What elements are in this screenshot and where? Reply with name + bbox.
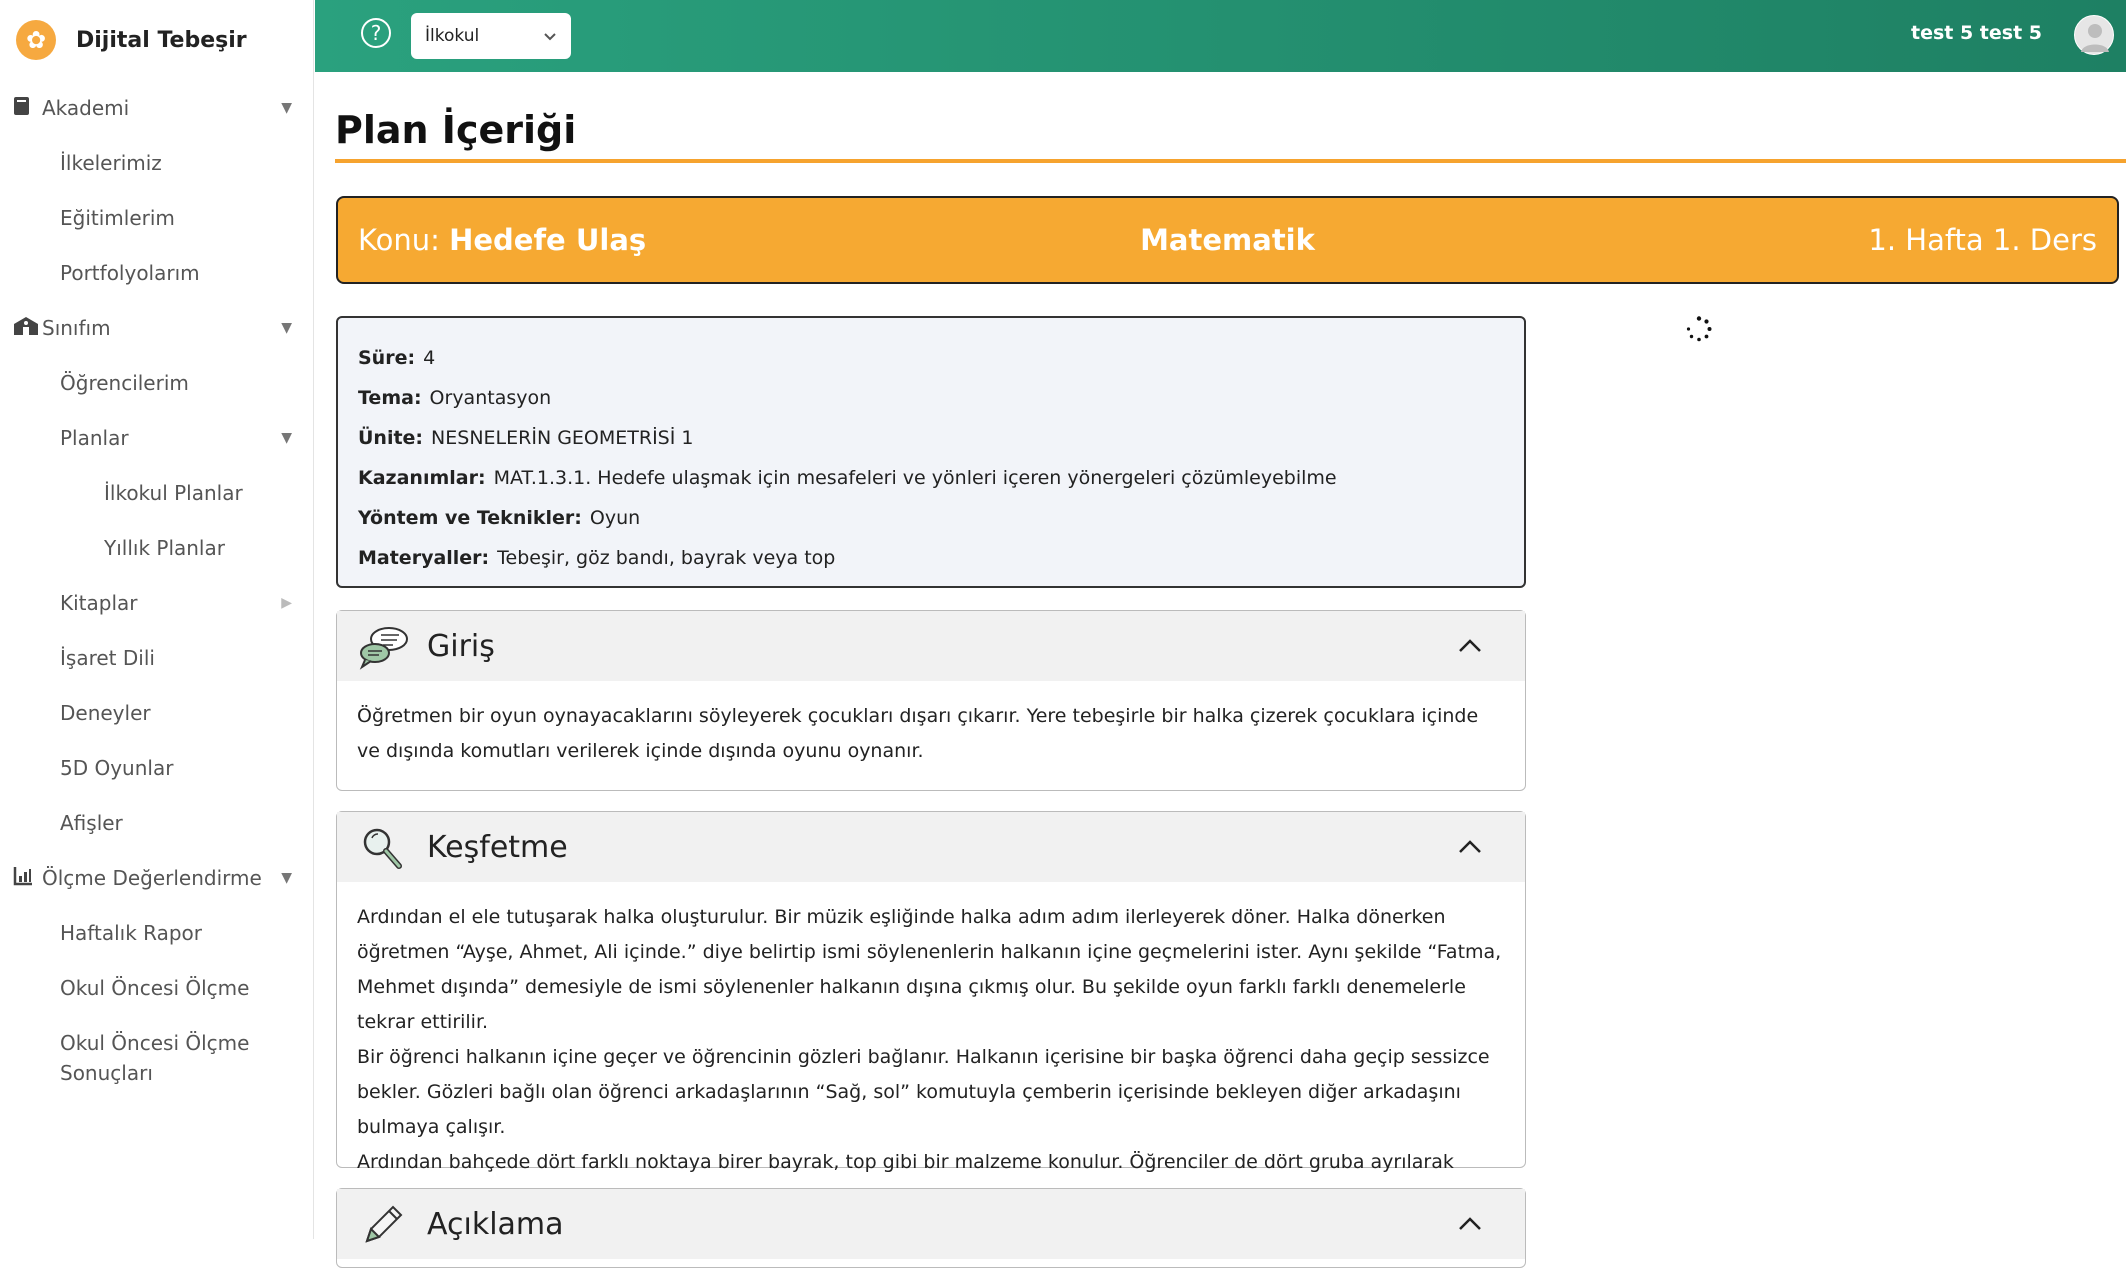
section-text: Ardından bahçede dört farklı noktaya birer bayrak, top gibi bir malzeme konulur. Öğrenciler de dört gruba ayrılarak xyxy=(357,1151,1454,1173)
top-header xyxy=(315,0,2126,72)
chevron-down-icon: ▼ xyxy=(281,870,292,886)
sidebar-item-olcme-degerlendirme[interactable] xyxy=(0,858,314,898)
info-tema xyxy=(358,378,1504,418)
subject: Matematik xyxy=(1140,223,1315,257)
info-label: Kazanımlar: xyxy=(358,467,486,489)
chevron-down-icon: ▼ xyxy=(281,430,292,446)
week-lesson: 1. Hafta 1. Ders xyxy=(1868,223,2097,257)
sidebar-item-afisler[interactable] xyxy=(0,803,314,843)
sidebar-item-label: Akademi xyxy=(42,96,130,120)
section-giris xyxy=(336,610,1526,791)
plan-banner xyxy=(336,196,2119,284)
info-kazanimlar xyxy=(358,458,1504,498)
sidebar-item-label: Sınıfım xyxy=(42,316,111,340)
sidebar-item-label: Okul Öncesi Ölçme Sonuçları xyxy=(60,1031,250,1085)
avatar[interactable] xyxy=(2074,15,2114,55)
book-icon xyxy=(13,96,35,121)
section-title: Giriş xyxy=(427,628,495,664)
brand-name: Dijital Tebeşir xyxy=(76,27,247,53)
sidebar-item-ilkelerimiz[interactable] xyxy=(0,143,314,183)
sidebar-item-label: Haftalık Rapor xyxy=(60,921,203,945)
sidebar xyxy=(0,0,314,1239)
sidebar-item-sinifim[interactable] xyxy=(0,308,314,348)
section-header[interactable] xyxy=(337,611,1525,681)
user-avatar-icon xyxy=(2075,16,2115,56)
pencil-icon xyxy=(359,1203,409,1247)
info-label: Yöntem ve Teknikler: xyxy=(358,507,582,529)
sidebar-item-planlar[interactable] xyxy=(0,418,314,458)
info-label: Süre: xyxy=(358,347,416,369)
sidebar-item-label: 5D Oyunlar xyxy=(60,756,174,780)
info-unite xyxy=(358,418,1504,458)
info-sure xyxy=(358,338,1504,378)
school-level-value: İlkokul xyxy=(425,26,480,46)
sidebar-item-isaret-dili[interactable] xyxy=(0,638,314,678)
info-value: Tebeşir, göz bandı, bayrak veya top xyxy=(497,547,836,569)
sidebar-item-label: Yıllık Planlar xyxy=(104,536,225,560)
sidebar-item-ilkokul-planlar[interactable] xyxy=(0,473,314,513)
section-text: Öğretmen bir oyun oynayacaklarını söyleyerek çocukları dışarı çıkarır. Yere tebeşirle bir halka çizerek çocuklara içinde ve dışında komutları verilerek içinde dışında oyunu oynanır. xyxy=(357,705,1479,762)
chevron-down-icon: ▼ xyxy=(281,320,292,336)
plan-info-card xyxy=(336,316,1526,588)
section-title: Keşfetme xyxy=(427,829,568,865)
info-value: NESNELERİN GEOMETRİSİ 1 xyxy=(431,427,694,449)
sidebar-item-egitimlerim[interactable] xyxy=(0,198,314,238)
section-kesfetme xyxy=(336,811,1526,1173)
topic-value: Hedefe Ulaş xyxy=(449,223,647,257)
sidebar-item-kitaplar[interactable] xyxy=(0,583,314,623)
chevron-up-icon[interactable] xyxy=(1457,633,1483,659)
chevron-down-icon xyxy=(543,27,557,46)
school-level-select[interactable] xyxy=(411,13,571,59)
info-label: Ünite: xyxy=(358,427,424,449)
sidebar-item-label: Afişler xyxy=(60,811,123,835)
sidebar-item-yillik-planlar[interactable] xyxy=(0,528,314,568)
speech-bubbles-icon xyxy=(359,625,409,669)
sidebar-item-label: Okul Öncesi Ölçme xyxy=(60,976,250,1000)
sidebar-item-ogrencilerim[interactable] xyxy=(0,363,314,403)
section-body xyxy=(337,882,1525,1235)
info-value: Oryantasyon xyxy=(429,387,552,409)
sidebar-item-label: Eğitimlerim xyxy=(60,206,175,230)
sidebar-item-haftalik-rapor[interactable] xyxy=(0,913,314,953)
flower-logo-icon: ✿ xyxy=(16,20,56,60)
section-title: Açıklama xyxy=(427,1206,564,1242)
sidebar-item-5d-oyunlar[interactable] xyxy=(0,748,314,788)
sidebar-item-okul-oncesi-olcme[interactable] xyxy=(0,968,314,1008)
brand[interactable] xyxy=(16,18,247,62)
sidebar-item-label: Portfolyolarım xyxy=(60,261,200,285)
title-divider xyxy=(335,159,2126,163)
page-title: Plan İçeriği xyxy=(335,108,577,152)
sidebar-item-portfolyolarim[interactable] xyxy=(0,253,314,293)
sidebar-item-deneyler[interactable] xyxy=(0,693,314,733)
chevron-up-icon[interactable] xyxy=(1457,1211,1483,1237)
section-header[interactable] xyxy=(337,812,1525,882)
chevron-up-icon[interactable] xyxy=(1457,834,1483,860)
sidebar-item-label: Deneyler xyxy=(60,701,151,725)
sidebar-item-label: Planlar xyxy=(60,426,129,450)
chevron-right-icon: ▶ xyxy=(281,595,292,611)
user-name[interactable]: test 5 test 5 xyxy=(1910,22,2042,44)
sidebar-item-akademi[interactable] xyxy=(0,88,314,128)
info-yontem xyxy=(358,498,1504,538)
sidebar-item-label: İlkokul Planlar xyxy=(104,481,243,505)
info-value: Oyun xyxy=(589,507,641,529)
sidebar-item-label: İlkelerimiz xyxy=(60,151,162,175)
sidebar-item-label: Kitaplar xyxy=(60,591,138,615)
section-aciklama xyxy=(336,1188,1526,1268)
info-value: MAT.1.3.1. Hedefe ulaşmak için mesafeleri ve yönleri içeren yönergeleri çözümleyebilme xyxy=(493,467,1337,489)
loading-spinner-icon xyxy=(1686,316,1712,342)
sidebar-item-label: İşaret Dili xyxy=(60,646,155,670)
school-icon xyxy=(13,316,35,341)
sidebar-item-label: Öğrencilerim xyxy=(60,371,189,395)
magnifier-icon xyxy=(359,826,409,870)
section-body xyxy=(337,681,1525,789)
info-value: 4 xyxy=(423,347,436,369)
info-label: Tema: xyxy=(358,387,422,409)
sidebar-item-okul-oncesi-olcme-sonuclari[interactable] xyxy=(0,1028,260,1092)
info-materyaller xyxy=(358,538,1504,578)
chevron-down-icon: ▼ xyxy=(281,100,292,116)
help-circle-icon[interactable]: ? xyxy=(361,18,391,48)
section-text: Bir öğrenci halkanın içine geçer ve öğrencinin gözleri bağlanır. Halkanın içerisine bir başka öğrenci daha geçip sessizce bekler. Gözleri bağlı olan öğrenci arkadaşlarının “Sağ, sol” komutuyla çemberin içerisinde bekleyen diğer arkadaşını bulmaya çalışır. xyxy=(357,1046,1490,1138)
section-text: Ardından el ele tutuşarak halka oluşturulur. Bir müzik eşliğinde halka adım adım ilerleyerek döner. Halka dönerken öğretmen “Ayşe, Ahmet, Ali içinde.” diye belirtip ismi söylenenlerin halkanın içine geçmelerini ister. Aynı şekilde “Fatma, Mehmet dışında” demesiyle de ismi söylenenler halkanın dışına çıkmış olur. Bu şekilde oyun farklı farklı denemelerle tekrar ettirilir. xyxy=(357,906,1502,1033)
sidebar-item-label: Ölçme Değerlendirme xyxy=(42,866,262,890)
bar-chart-icon xyxy=(13,866,35,891)
section-header[interactable] xyxy=(337,1189,1525,1259)
topic-label: Konu: xyxy=(358,223,440,257)
info-label: Materyaller: xyxy=(358,547,490,569)
